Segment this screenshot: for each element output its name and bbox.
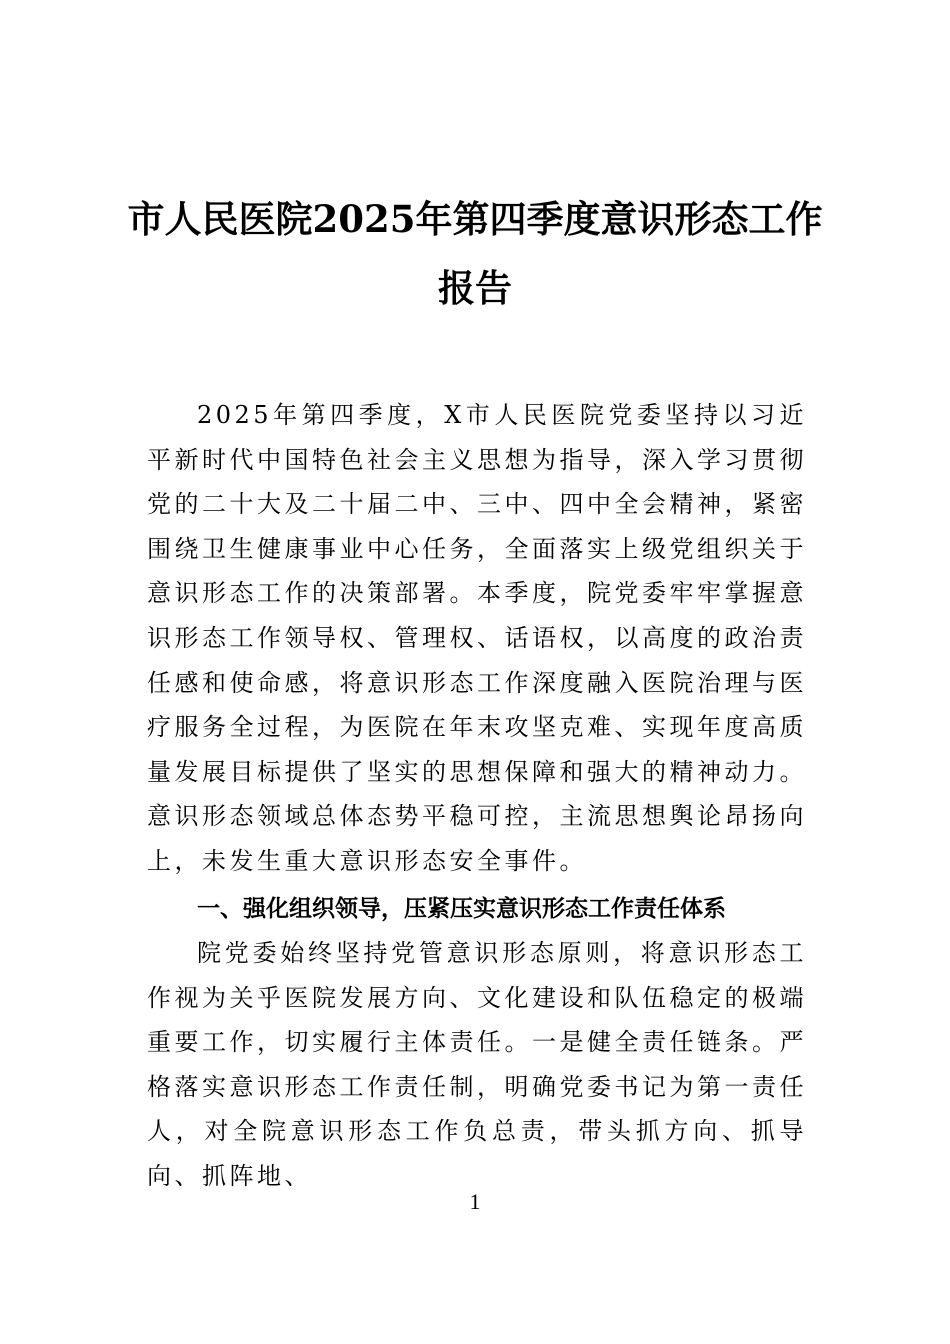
intro-paragraph: 2025年第四季度，X市人民医院党委坚持以习近平新时代中国特色社会主义思想为指导，深入学习贯彻党的二十大及二十届二中、三中、四中全会精神，紧密围绕卫生健康事业中心任务，全面落实上级党组织关于意识形态工作的决策部署。本季度，院党委牢牢掌握意识形态工作领导权、管理权、话语权，以高度的政治责任感和使命感，将意识形态工作深度融入医院治理与医疗服务全过程，为医院在年末攻坚克难、实现年度高质量发展目标提供了坚实的思想保障和强大的精神动力。意识形态领域总体态势平稳可控，主流思想舆论昂扬向上，未发生重大意识形态安全事件。 — [147, 401, 807, 875]
section-1-paragraph: 院党委始终坚持党管意识形态原则，将意识形态工作视为关乎医院发展方向、文化建设和队伍稳定的极端重要工作，切实履行主体责任。一是健全责任链条。严格落实意识形态工作责任制，明确党委书记为第一责任人，对全院意识形态工作负总责，带头抓方向、抓导向、抓阵地、 — [147, 939, 807, 1190]
section-1-heading: 一、强化组织领导，压紧压实意识形态工作责任体系 — [197, 896, 726, 922]
document-title-line-1: 市人民医院2025年第四季度意识形态工作 — [127, 197, 823, 241]
page-number: 1 — [469, 1189, 481, 1214]
document-title-line-2: 报告 — [438, 266, 512, 310]
